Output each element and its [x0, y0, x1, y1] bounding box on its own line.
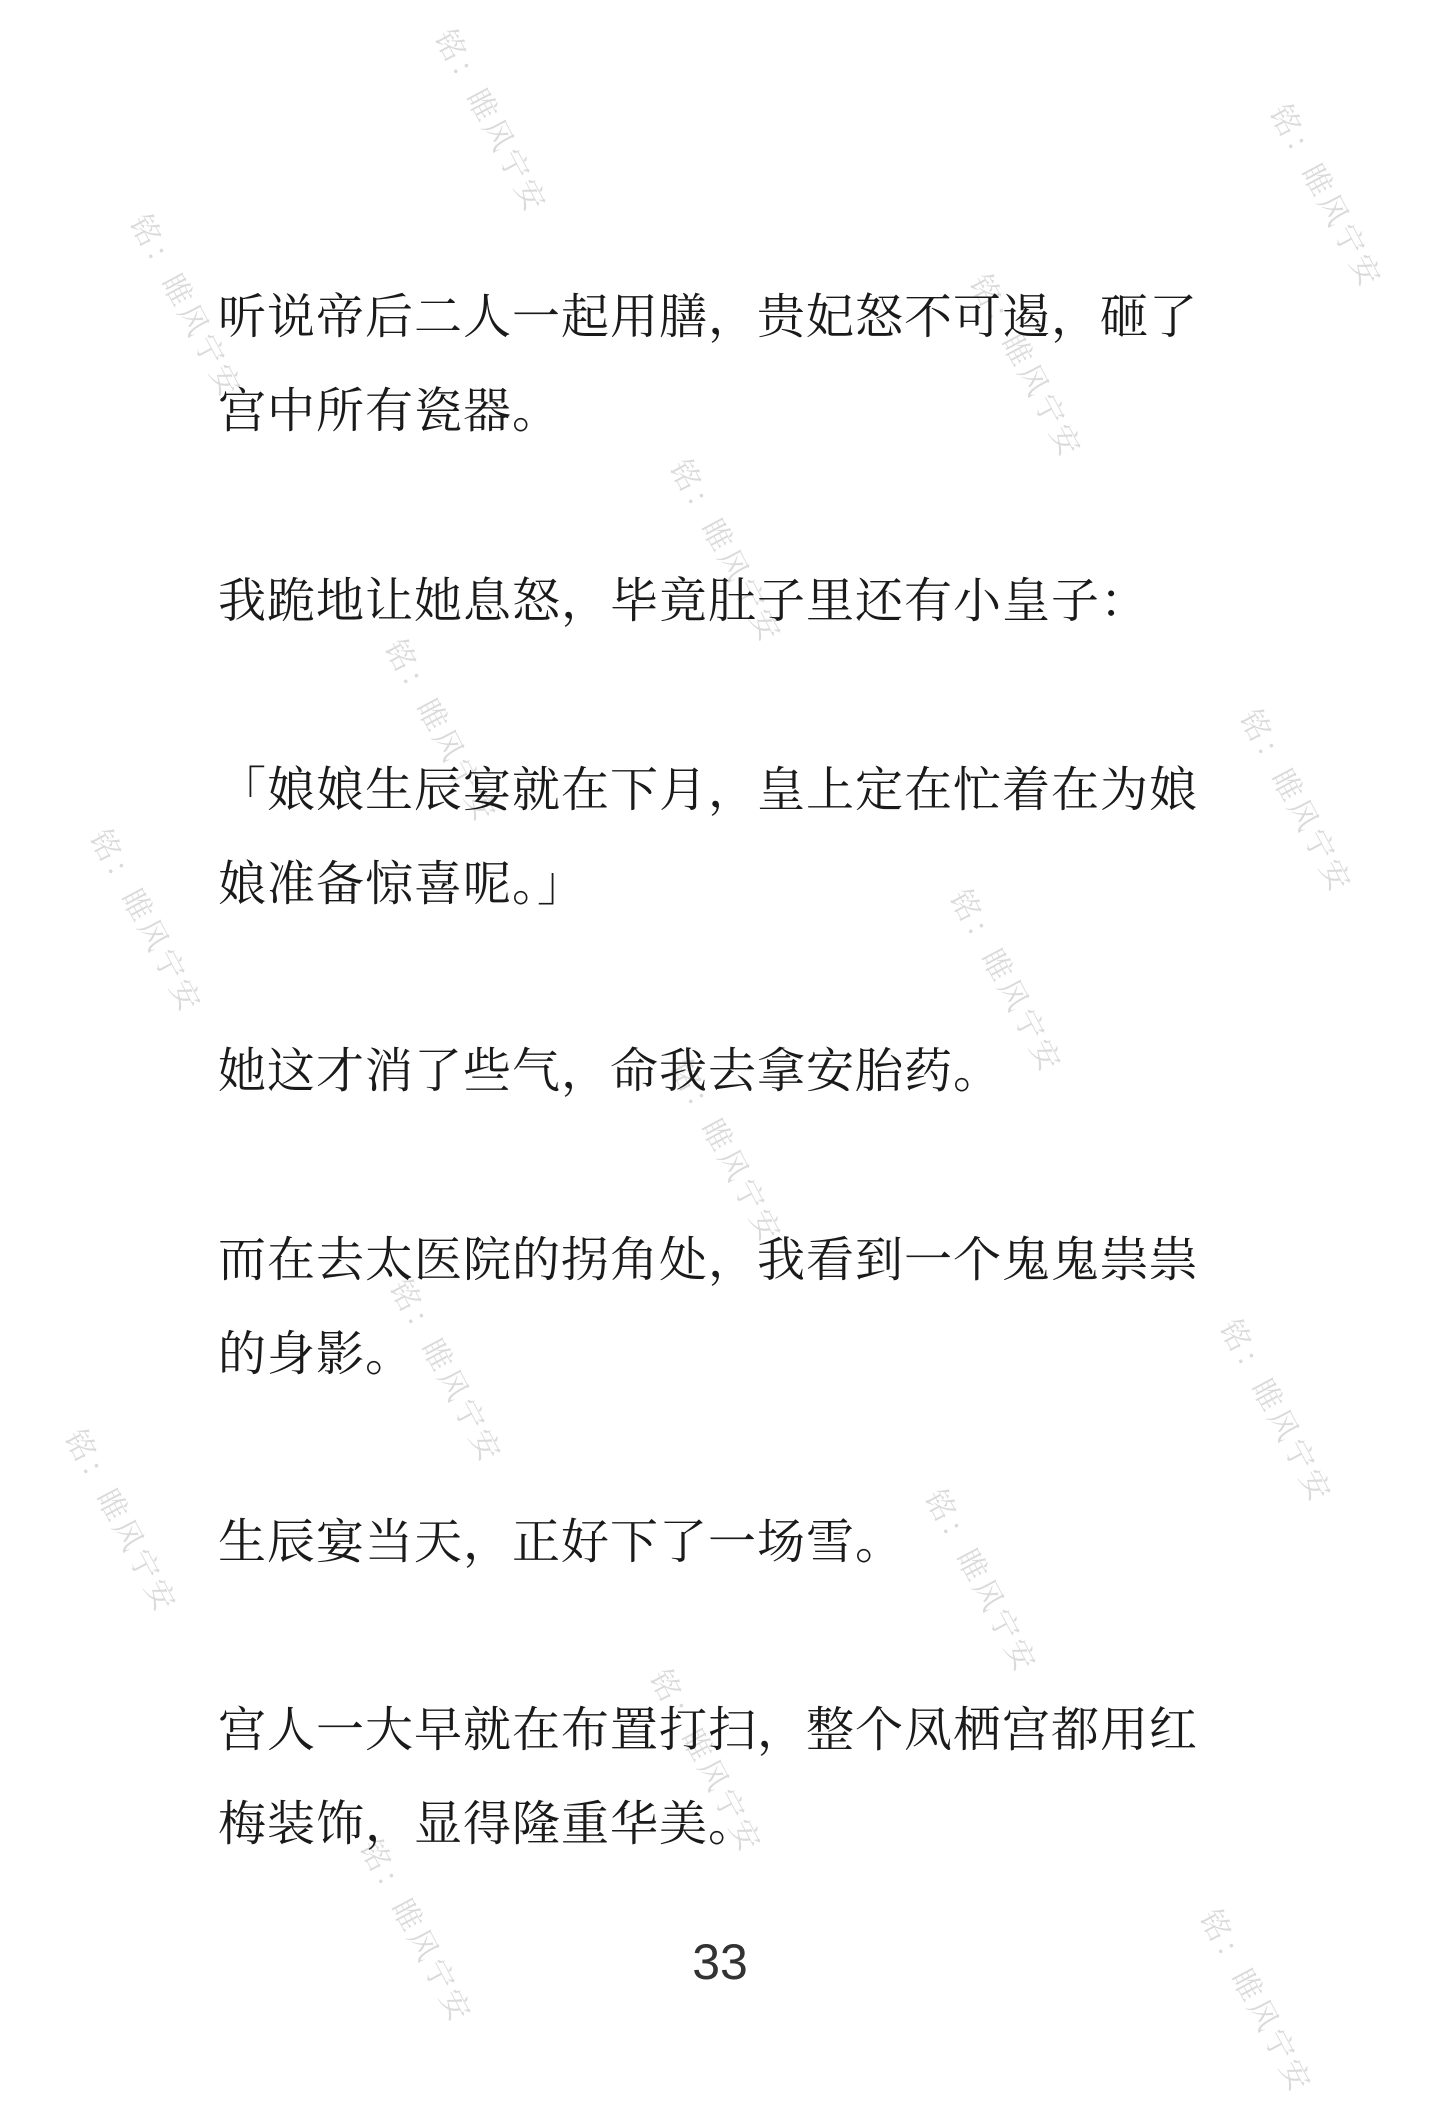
paragraph: 宫人一大早就在布置打扫，整个凤栖宫都用红梅装饰，显得隆重华美。 — [218, 1702, 1199, 1852]
page-number: 33 — [692, 1934, 748, 1990]
watermark: 铭：睢风宁安 — [122, 208, 249, 406]
watermark: 铭：睢风宁安 — [662, 453, 789, 651]
watermark: 铭：睢风宁安 — [427, 23, 554, 221]
paragraph: 「娘娘生辰宴就在下月，皇上定在忙着在为娘娘准备惊喜呢。」 — [218, 762, 1199, 912]
watermark: 铭：睢风宁安 — [1212, 1313, 1339, 1511]
watermark: 铭：睢风宁安 — [1192, 1903, 1319, 2101]
watermark: 铭：睢风宁安 — [57, 1423, 184, 1621]
watermark: 铭：睢风宁安 — [642, 1663, 769, 1861]
watermark: 铭：睢风宁安 — [917, 1483, 1044, 1681]
watermark: 铭：睢风宁安 — [377, 633, 504, 831]
paragraph: 生辰宴当天，正好下了一场雪。 — [218, 1514, 905, 1570]
paragraph: 而在去太医院的拐角处，我看到一个鬼鬼祟祟的身影。 — [218, 1232, 1199, 1382]
paragraph: 她这才消了些气，命我去拿安胎药。 — [218, 1043, 1003, 1099]
watermark: 铭：睢风宁安 — [1262, 98, 1389, 296]
paragraph: 听说帝后二人一起用膳，贵妃怒不可遏，砸了宫中所有瓷器。 — [218, 289, 1199, 439]
watermark: 铭：睢风宁安 — [662, 1053, 789, 1251]
watermark: 铭：睢风宁安 — [352, 1833, 479, 2031]
watermark: 铭：睢风宁安 — [382, 1273, 509, 1471]
watermark: 铭：睢风宁安 — [82, 823, 209, 1021]
paragraph: 我跪地让她息怒，毕竟肚子里还有小皇子： — [218, 573, 1150, 629]
watermark: 铭：睢风宁安 — [942, 883, 1069, 1081]
watermark: 铭：睢风宁安 — [1232, 703, 1359, 901]
watermark: 铭：睢风宁安 — [962, 268, 1089, 466]
